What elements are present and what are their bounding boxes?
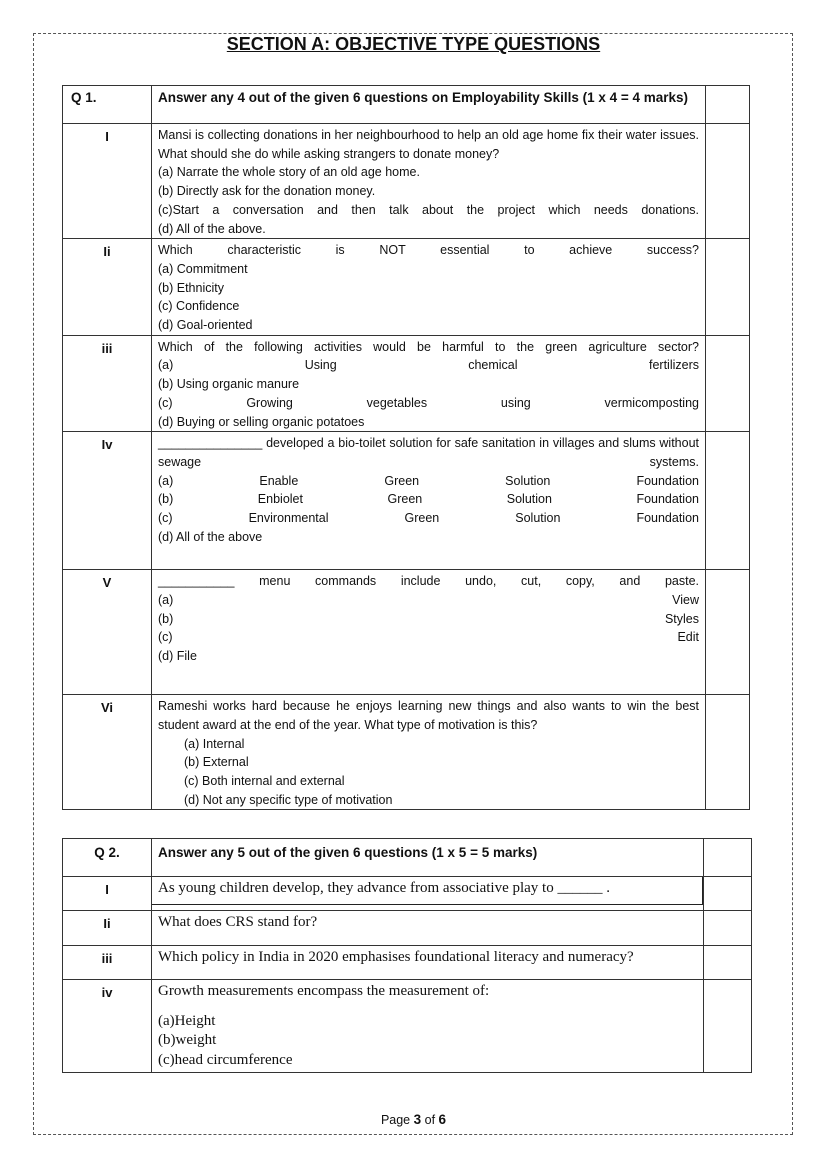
question-number: Vi xyxy=(63,695,152,810)
question-text: Which policy in India in 2020 emphasises foundational literacy and numeracy? xyxy=(152,946,704,980)
q1-table xyxy=(62,85,750,810)
q2-number: Q 2. xyxy=(63,839,152,877)
option: (b) External xyxy=(184,755,249,770)
option: (d) All of the above. xyxy=(158,221,266,236)
footer-page-label: Page xyxy=(380,1113,411,1127)
option: (d) Not any specific type of motivation xyxy=(184,792,393,807)
option: (b) Using organic manure xyxy=(158,377,300,392)
q1-number: Q 1. xyxy=(63,86,152,124)
question-cell xyxy=(152,432,706,570)
table-row xyxy=(63,980,752,1073)
marks-cell xyxy=(706,695,750,810)
marks-cell xyxy=(704,911,752,946)
q1-header-row xyxy=(63,86,750,124)
q2-instruction: Answer any 5 out of the given 6 questions (1 x 5 = 5 marks) xyxy=(152,839,704,877)
option: (b) Styles xyxy=(158,611,699,626)
option: (d) File xyxy=(158,649,197,664)
table-row xyxy=(63,911,752,946)
q1-instruction: Answer any 4 out of the given 6 questions on Employability Skills (1 x 4 = 4 marks) xyxy=(152,86,706,124)
option: (c) Edit xyxy=(158,630,699,645)
q2-table xyxy=(62,838,752,1073)
question-text: ___________ menu commands include undo, cut, copy, and paste. xyxy=(158,574,699,589)
question-cell xyxy=(152,980,704,1073)
question-number: V xyxy=(63,570,152,695)
option: (c)Start a conversation and then talk about the project which needs donations. xyxy=(158,202,699,217)
marks-cell xyxy=(706,335,750,432)
marks-cell xyxy=(706,124,750,239)
q2-header-row xyxy=(63,839,752,877)
option: (c) Environmental Green Solution Foundation xyxy=(158,511,699,526)
question-number: Ii xyxy=(63,911,152,946)
question-text: _______________ developed a bio-toilet solution for safe sanitation in villages and slums without sewage systems. xyxy=(158,436,699,469)
option: (b) Ethnicity xyxy=(158,280,224,295)
option: (c) Confidence xyxy=(158,299,240,314)
footer-total-pages: 6 xyxy=(438,1112,447,1127)
option: (c) Growing vegetables using vermicomposting xyxy=(158,395,699,410)
question-cell xyxy=(152,335,706,432)
table-row xyxy=(63,335,750,432)
marks-cell xyxy=(706,86,750,124)
option: (b)weight xyxy=(158,1032,217,1048)
question-text: Rameshi works hard because he enjoys learning new things and also wants to win the best student award at the end of the year. What type of motivation is this? xyxy=(158,699,699,732)
marks-cell xyxy=(706,239,750,336)
question-cell xyxy=(152,877,704,911)
marks-cell xyxy=(704,946,752,980)
question-text: Growth measurements encompass the measurement of: xyxy=(158,983,490,999)
marks-cell xyxy=(704,839,752,877)
question-number: iii xyxy=(63,335,152,432)
option: (c)head circumference xyxy=(158,1051,293,1068)
marks-cell xyxy=(706,570,750,695)
question-cell xyxy=(152,570,706,695)
table-row xyxy=(63,877,752,911)
option: (a)Height xyxy=(158,1012,216,1029)
table-row xyxy=(63,695,750,810)
question-number: Iv xyxy=(63,432,152,570)
footer-current-page: 3 xyxy=(413,1112,422,1127)
option: (a) Internal xyxy=(184,736,245,751)
page-footer xyxy=(0,1112,827,1127)
option: (a) Using chemical fertilizers xyxy=(158,358,699,373)
marks-cell xyxy=(706,432,750,570)
option: (a) Narrate the whole story of an old age home. xyxy=(158,165,420,180)
question-text: Which of the following activities would be harmful to the green agriculture sector? xyxy=(158,339,699,354)
question-text: Mansi is collecting donations in her neighbourhood to help an old age home fix their water issues. What should she do while asking strangers to donate money? xyxy=(158,128,699,161)
option: (a) Enable Green Solution Foundation xyxy=(158,473,699,488)
question-text: What does CRS stand for? xyxy=(152,911,704,946)
option: (d) All of the above xyxy=(158,529,263,544)
section-title: SECTION A: OBJECTIVE TYPE QUESTIONS xyxy=(226,34,601,54)
table-row xyxy=(63,570,750,695)
table-row xyxy=(63,432,750,570)
marks-cell xyxy=(704,877,752,911)
table-row xyxy=(63,124,750,239)
question-number: I xyxy=(63,124,152,239)
option: (b) Directly ask for the donation money. xyxy=(158,184,376,199)
question-number: I xyxy=(63,877,152,911)
question-number: iii xyxy=(63,946,152,980)
footer-of-label: of xyxy=(424,1113,436,1127)
option: (d) Goal-oriented xyxy=(158,318,253,333)
question-text: Which characteristic is NOT essential to achieve success? xyxy=(158,243,699,258)
question-cell xyxy=(152,695,706,810)
option: (a) Commitment xyxy=(158,261,248,276)
option: (d) Buying or selling organic potatoes xyxy=(158,414,365,429)
question-cell xyxy=(152,124,706,239)
question-number: iv xyxy=(63,980,152,1073)
question-text: As young children develop, they advance from associative play to ______ . xyxy=(152,877,703,905)
question-cell xyxy=(152,239,706,336)
table-row xyxy=(63,946,752,980)
option: (c) Both internal and external xyxy=(184,774,345,789)
option: (a) View xyxy=(158,592,699,607)
table-row xyxy=(63,239,750,336)
option: (b) Enbiolet Green Solution Foundation xyxy=(158,492,699,507)
marks-cell xyxy=(704,980,752,1073)
question-number: Ii xyxy=(63,239,152,336)
